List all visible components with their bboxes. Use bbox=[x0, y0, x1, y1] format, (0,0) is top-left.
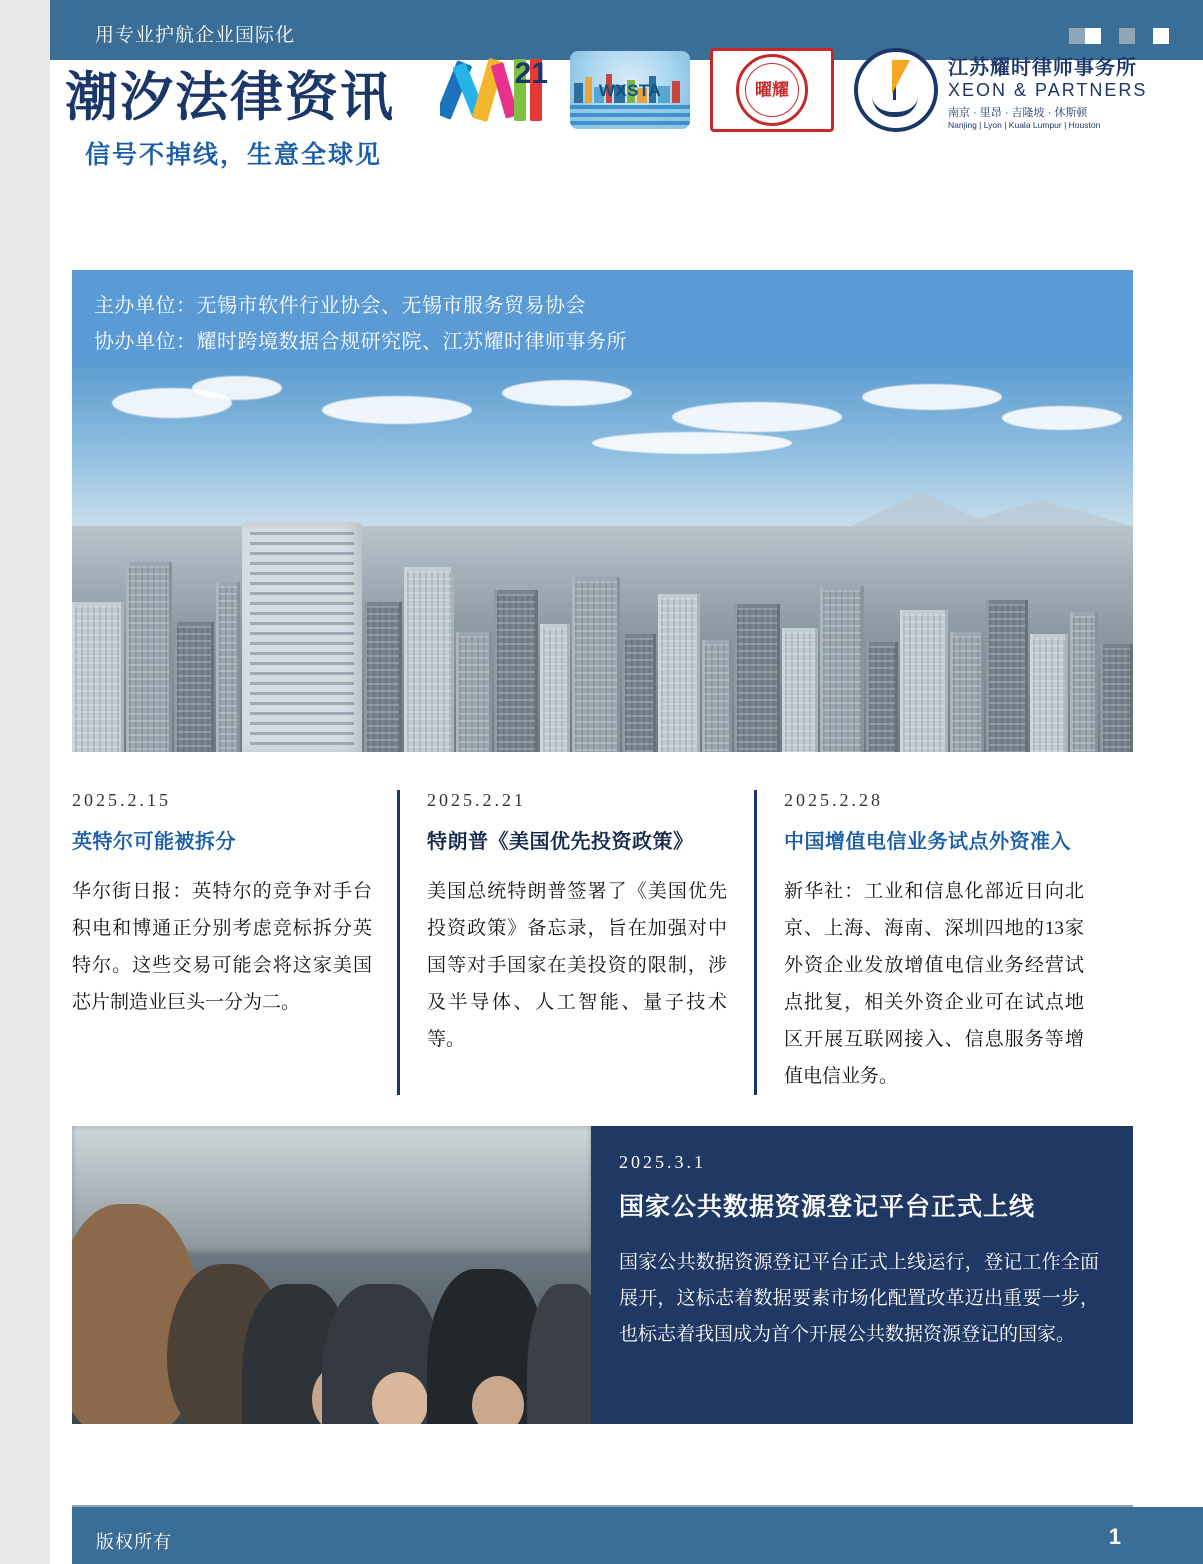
banner-square-decorations bbox=[1069, 28, 1169, 44]
news-body: 新华社：工业和信息化部近日向北京、上海、海南、深圳四地的13家外资企业发放增值电信业务经营试点批复，相关外资企业可在试点地区开展互联网接入、信息服务等增值电信业务。 bbox=[784, 881, 1084, 1087]
xeon-sailboat-icon bbox=[854, 48, 938, 132]
banner-square-3 bbox=[1153, 28, 1169, 44]
co-host-line: 协办单位：耀时跨境数据合规研究院、江苏耀时律师事务所 bbox=[94, 331, 627, 353]
host-line: 主办单位：无锡市软件行业协会、无锡市服务贸易协会 bbox=[94, 295, 586, 317]
feature-headline: 国家公共数据资源登记平台正式上线 bbox=[619, 1193, 1036, 1221]
xeon-logo-cities-cn: 南京 · 里昂 · 吉隆坡 · 休斯顿 bbox=[948, 106, 1088, 119]
x21-logo-label: 21 bbox=[514, 56, 548, 90]
left-margin-strip bbox=[0, 0, 50, 1564]
news-headline: 特朗普《美国优先投资政策》 bbox=[427, 831, 694, 853]
wxsta-logo-label: WXSTA bbox=[598, 81, 662, 100]
news-item-3 bbox=[784, 790, 1084, 1095]
news-headline: 英特尔可能被拆分 bbox=[72, 831, 236, 853]
page-number: 1 bbox=[1108, 1524, 1121, 1549]
footer-bar bbox=[72, 1507, 1203, 1564]
seal-label: 曜耀 bbox=[755, 80, 789, 100]
wxsta-logo bbox=[570, 51, 690, 129]
footer-copyright: 版权所有 bbox=[96, 1532, 172, 1552]
yaoshi-seal-logo bbox=[710, 48, 834, 132]
xeon-logo-cn-name: 江苏耀时律师事务所 bbox=[948, 56, 1137, 79]
column-divider bbox=[754, 790, 757, 1095]
logo-row bbox=[440, 48, 1148, 132]
feature-date: 2025.3.1 bbox=[619, 1152, 706, 1172]
banner-square-2 bbox=[1119, 28, 1135, 44]
news-date: 2025.2.28 bbox=[784, 790, 883, 810]
city-skyline-photo bbox=[72, 362, 1133, 752]
column-divider bbox=[397, 790, 400, 1095]
news-item-2 bbox=[427, 790, 727, 1058]
page-title: 潮汐法律资讯 bbox=[65, 68, 395, 127]
organizer-band bbox=[72, 270, 1133, 362]
xeon-logo-en-name: XEON & PARTNERS bbox=[948, 79, 1148, 100]
feature-body: 国家公共数据资源登记平台正式上线运行，登记工作全面展开，这标志着数据要素市场化配置改革迈出重要一步，也标志着我国成为首个开展公共数据资源登记的国家。 bbox=[619, 1252, 1099, 1345]
news-columns bbox=[72, 790, 1133, 1110]
news-item-1 bbox=[72, 790, 372, 1021]
feature-block bbox=[72, 1126, 1133, 1424]
news-date: 2025.2.21 bbox=[427, 790, 526, 810]
news-headline: 中国增值电信业务试点外资准入 bbox=[784, 831, 1071, 853]
news-body: 华尔街日报：英特尔的竞争对手台积电和博通正分别考虑竞标拆分英特尔。这些交易可能会将这家美国芯片制造业巨头一分为二。 bbox=[72, 881, 372, 1013]
xeon-logo-cities-en: Nanjing | Lyon | Kuala Lumpur | Houston bbox=[948, 119, 1101, 130]
xeon-partners-logo bbox=[854, 50, 1148, 130]
wxsta-wave-decoration bbox=[570, 105, 690, 129]
top-banner-text: 用专业护航企业国际化 bbox=[95, 25, 296, 46]
feature-text-panel bbox=[591, 1126, 1133, 1424]
news-body: 美国总统特朗普签署了《美国优先投资政策》备忘录，旨在加强对中国等对手国家在美投资的限制，涉及半导体、人工智能、量子技术等。 bbox=[427, 881, 727, 1050]
crowd-photo bbox=[72, 1126, 591, 1424]
news-date: 2025.2.15 bbox=[72, 790, 171, 810]
banner-square-pair-1 bbox=[1069, 28, 1101, 44]
x21-logo bbox=[440, 53, 550, 128]
page-subtitle: 信号不掉线，生意全球见 bbox=[85, 141, 383, 169]
